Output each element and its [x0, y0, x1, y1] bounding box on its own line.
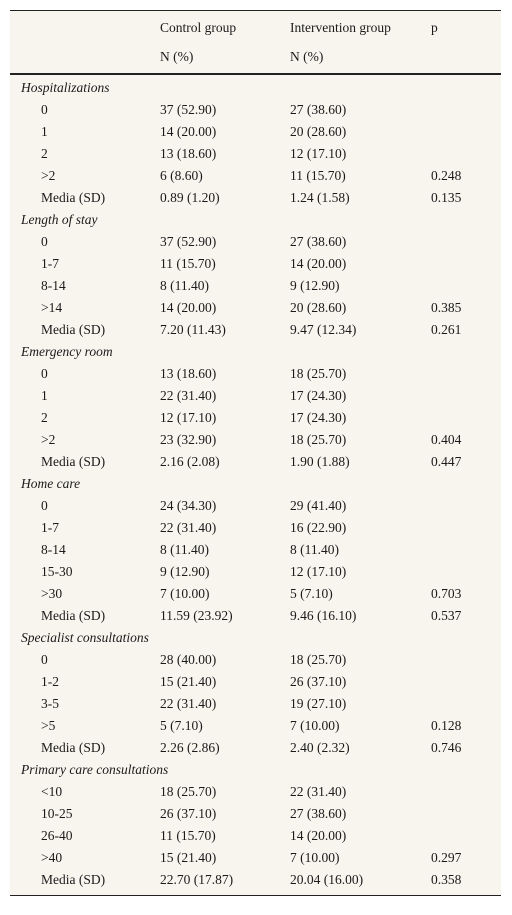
intervention-value: 9 (12.90)	[290, 278, 340, 293]
table-body	[10, 75, 501, 895]
row-label: 0	[41, 498, 48, 513]
control-value: 26 (37.10)	[160, 806, 217, 821]
control-value: 6 (8.60)	[160, 168, 203, 183]
row-label: 0	[41, 652, 48, 667]
control-value: 22 (31.40)	[160, 520, 217, 535]
table-row	[10, 649, 501, 671]
control-value: 14 (20.00)	[160, 300, 217, 315]
row-label: 1-2	[41, 674, 59, 689]
section-title: Length of stay	[21, 212, 98, 227]
row-label: Media (SD)	[41, 608, 106, 623]
intervention-value: 22 (31.40)	[290, 784, 347, 799]
table-row	[10, 495, 501, 517]
table-row	[10, 869, 501, 891]
control-value: 2.26 (2.86)	[160, 740, 220, 755]
p-value: 0.746	[431, 740, 462, 755]
intervention-value: 27 (38.60)	[290, 806, 347, 821]
control-value: 13 (18.60)	[160, 146, 217, 161]
intervention-value: 17 (24.30)	[290, 410, 347, 425]
p-value: 0.358	[431, 872, 462, 887]
control-value: 7 (10.00)	[160, 586, 210, 601]
results-table	[10, 10, 501, 896]
section-title-row	[10, 473, 501, 495]
control-value: 22 (31.40)	[160, 696, 217, 711]
control-value: 15 (21.40)	[160, 674, 217, 689]
p-value: 0.447	[431, 454, 462, 469]
table-row	[10, 671, 501, 693]
control-value: 11 (15.70)	[160, 256, 216, 271]
row-label: 2	[41, 410, 48, 425]
row-label: >14	[41, 300, 63, 315]
intervention-value: 9.47 (12.34)	[290, 322, 357, 337]
control-value: 7.20 (11.43)	[160, 322, 226, 337]
intervention-value: 14 (20.00)	[290, 828, 347, 843]
intervention-value: 20.04 (16.00)	[290, 872, 364, 887]
section-title-row	[10, 77, 501, 99]
control-value: 13 (18.60)	[160, 366, 217, 381]
table-row	[10, 561, 501, 583]
table-row	[10, 605, 501, 627]
table-row	[10, 143, 501, 165]
intervention-value: 8 (11.40)	[290, 542, 339, 557]
intervention-value: 20 (28.60)	[290, 124, 347, 139]
intervention-value: 7 (10.00)	[290, 850, 340, 865]
intervention-value: 5 (7.10)	[290, 586, 333, 601]
table-row	[10, 319, 501, 341]
p-value: 0.261	[431, 322, 462, 337]
control-value: 11.59 (23.92)	[160, 608, 233, 623]
section-title-row	[10, 759, 501, 781]
section-title: Specialist consultations	[21, 630, 149, 645]
intervention-value: 18 (25.70)	[290, 652, 347, 667]
row-label: Media (SD)	[41, 190, 106, 205]
row-label: 1-7	[41, 520, 59, 535]
row-label: 15-30	[41, 564, 73, 579]
control-value: 18 (25.70)	[160, 784, 217, 799]
row-label: 10-25	[41, 806, 73, 821]
intervention-value: 16 (22.90)	[290, 520, 347, 535]
control-value: 37 (52.90)	[160, 102, 217, 117]
intervention-value: 27 (38.60)	[290, 234, 347, 249]
row-label: >2	[41, 168, 56, 183]
table-row	[10, 583, 501, 605]
control-value: 22.70 (17.87)	[160, 872, 234, 887]
row-label: Media (SD)	[41, 740, 106, 755]
control-value: 8 (11.40)	[160, 278, 209, 293]
intervention-value: 20 (28.60)	[290, 300, 347, 315]
header-control-unit: N (%)	[160, 49, 194, 64]
control-value: 5 (7.10)	[160, 718, 203, 733]
row-label: 1	[41, 124, 48, 139]
intervention-value: 12 (17.10)	[290, 564, 347, 579]
p-value: 0.128	[431, 718, 462, 733]
table-row	[10, 847, 501, 869]
intervention-value: 2.40 (2.32)	[290, 740, 350, 755]
table-row	[10, 99, 501, 121]
table-row	[10, 385, 501, 407]
row-label: Media (SD)	[41, 872, 106, 887]
table-row	[10, 451, 501, 473]
row-label: Media (SD)	[41, 322, 106, 337]
control-value: 0.89 (1.20)	[160, 190, 220, 205]
p-value: 0.537	[431, 608, 462, 623]
section-title-row	[10, 627, 501, 649]
table-row	[10, 165, 501, 187]
intervention-value: 7 (10.00)	[290, 718, 340, 733]
table-row	[10, 693, 501, 715]
table-row	[10, 275, 501, 297]
table-row	[10, 297, 501, 319]
row-label: 26-40	[41, 828, 73, 843]
table-row	[10, 187, 501, 209]
table-row	[10, 429, 501, 451]
p-value: 0.385	[431, 300, 462, 315]
intervention-value: 11 (15.70)	[290, 168, 346, 183]
intervention-value: 27 (38.60)	[290, 102, 347, 117]
control-value: 15 (21.40)	[160, 850, 217, 865]
p-value: 0.297	[431, 850, 462, 865]
p-value: 0.404	[431, 432, 462, 447]
row-label: Media (SD)	[41, 454, 106, 469]
table-header	[10, 11, 501, 75]
control-value: 12 (17.10)	[160, 410, 217, 425]
table-row	[10, 253, 501, 275]
row-label: 8-14	[41, 542, 66, 557]
p-value: 0.135	[431, 190, 462, 205]
intervention-value: 17 (24.30)	[290, 388, 347, 403]
header-intervention-unit: N (%)	[290, 49, 324, 64]
row-label: >2	[41, 432, 56, 447]
control-value: 28 (40.00)	[160, 652, 217, 667]
table-row	[10, 803, 501, 825]
control-value: 11 (15.70)	[160, 828, 216, 843]
row-label: >30	[41, 586, 63, 601]
intervention-value: 18 (25.70)	[290, 366, 347, 381]
table-row	[10, 825, 501, 847]
control-value: 37 (52.90)	[160, 234, 217, 249]
row-label: 8-14	[41, 278, 66, 293]
intervention-value: 19 (27.10)	[290, 696, 347, 711]
row-label: 2	[41, 146, 48, 161]
table-row	[10, 121, 501, 143]
control-value: 24 (34.30)	[160, 498, 217, 513]
intervention-value: 1.90 (1.88)	[290, 454, 350, 469]
section-title: Emergency room	[21, 344, 113, 359]
row-label: >5	[41, 718, 56, 733]
row-label: 1	[41, 388, 48, 403]
p-value: 0.703	[431, 586, 462, 601]
header-intervention-group: Intervention group	[290, 20, 391, 35]
header-control-group: Control group	[160, 20, 237, 35]
table-row	[10, 781, 501, 803]
intervention-value: 18 (25.70)	[290, 432, 347, 447]
table-row	[10, 231, 501, 253]
control-value: 22 (31.40)	[160, 388, 217, 403]
intervention-value: 29 (41.40)	[290, 498, 347, 513]
control-value: 23 (32.90)	[160, 432, 217, 447]
control-value: 14 (20.00)	[160, 124, 217, 139]
intervention-value: 1.24 (1.58)	[290, 190, 350, 205]
table-row	[10, 737, 501, 759]
row-label: 0	[41, 102, 48, 117]
row-label: 3-5	[41, 696, 59, 711]
table-row	[10, 517, 501, 539]
section-title: Primary care consultations	[21, 762, 169, 777]
section-title-row	[10, 209, 501, 231]
intervention-value: 14 (20.00)	[290, 256, 347, 271]
intervention-value: 26 (37.10)	[290, 674, 347, 689]
row-label: 1-7	[41, 256, 59, 271]
section-title-row	[10, 341, 501, 363]
control-value: 9 (12.90)	[160, 564, 210, 579]
row-label: >40	[41, 850, 63, 865]
table-row	[10, 539, 501, 561]
intervention-value: 9.46 (16.10)	[290, 608, 357, 623]
control-value: 8 (11.40)	[160, 542, 209, 557]
section-title: Hospitalizations	[21, 80, 110, 95]
p-value: 0.248	[431, 168, 462, 183]
row-label: 0	[41, 234, 48, 249]
table-row	[10, 715, 501, 737]
table-row	[10, 407, 501, 429]
row-label: 0	[41, 366, 48, 381]
section-title: Home care	[21, 476, 81, 491]
row-label: <10	[41, 784, 63, 799]
header-p-value: p	[431, 20, 438, 35]
intervention-value: 12 (17.10)	[290, 146, 347, 161]
control-value: 2.16 (2.08)	[160, 454, 220, 469]
table-row	[10, 363, 501, 385]
